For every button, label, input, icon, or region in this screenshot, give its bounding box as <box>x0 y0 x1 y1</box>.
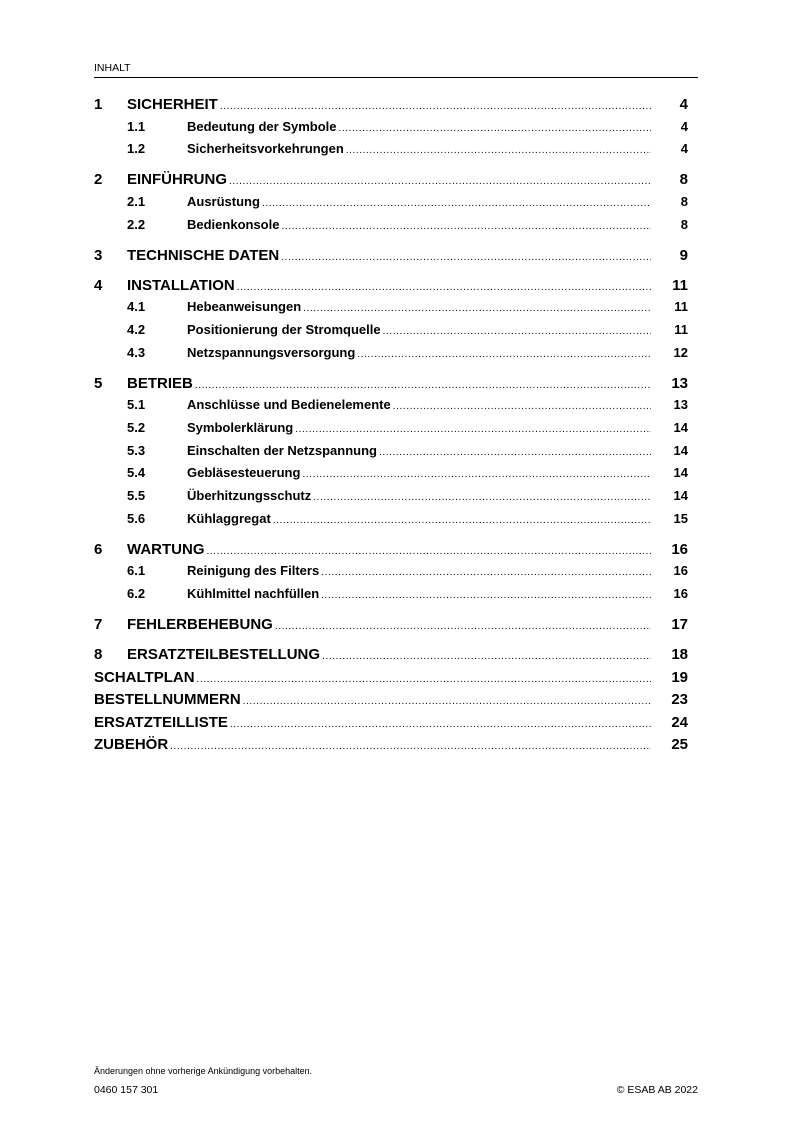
toc-entry-page: 4 <box>679 96 688 113</box>
toc-entry-page: 12 <box>673 344 688 360</box>
toc-entry-title: EINFÜHRUNG <box>127 171 227 189</box>
toc-entry-number: 6 <box>94 540 103 558</box>
toc-entry-page: 15 <box>673 510 688 526</box>
toc-entry[interactable] <box>94 420 688 443</box>
toc-entry-number: 2.2 <box>127 216 146 232</box>
toc-entry-title: Kühlmittel nachfüllen <box>187 586 320 602</box>
toc-entry[interactable] <box>94 345 688 368</box>
toc-entry-page: 24 <box>671 713 688 731</box>
toc-dot-leader <box>273 515 651 526</box>
toc-entry-title: Überhitzungsschutz <box>187 488 312 504</box>
toc-entry-page: 13 <box>673 397 688 413</box>
toc-entry-page: 11 <box>674 299 688 315</box>
toc-entry-number: 2 <box>94 171 103 189</box>
toc-dot-leader <box>207 546 652 557</box>
toc-dot-leader <box>230 719 651 730</box>
toc-dot-leader <box>281 252 651 263</box>
toc-entry-number: 1.1 <box>127 118 146 134</box>
toc-entry-number: 5.6 <box>127 510 146 526</box>
page-footer <box>94 1084 698 1096</box>
toc-entry-title: Anschlüsse und Bedienelemente <box>187 397 391 413</box>
toc-dot-leader <box>295 424 651 435</box>
toc-dot-leader <box>275 621 651 632</box>
toc-entry-title: TECHNISCHE DATEN <box>127 246 280 264</box>
toc-entry[interactable] <box>94 322 688 345</box>
toc-entry-page: 4 <box>680 141 688 157</box>
toc-dot-leader <box>170 741 651 752</box>
toc-entry-title: Bedeutung der Symbole <box>187 118 337 134</box>
toc-entry-number: 4.3 <box>127 344 146 360</box>
toc-entry-title: Sicherheitsvorkehrungen <box>187 141 344 157</box>
toc-entry-title: Symbolerklärung <box>187 420 294 435</box>
toc-entry-page: 4 <box>680 118 688 134</box>
toc-entry-page: 16 <box>671 540 688 558</box>
toc-dot-leader <box>303 303 651 314</box>
toc-entry[interactable] <box>94 669 688 692</box>
toc-dot-leader <box>393 401 651 412</box>
toc-dot-leader <box>302 469 651 480</box>
toc-dot-leader <box>197 674 651 685</box>
toc-entry-page: 11 <box>672 276 688 294</box>
toc-entry-title: Netzspannungsversorgung <box>187 344 356 360</box>
toc-entry-page: 8 <box>680 193 688 209</box>
toc-entry-number: 6.2 <box>127 586 146 602</box>
toc-dot-leader <box>346 145 651 156</box>
toc-entry-title: SCHALTPLAN <box>94 668 195 686</box>
toc-entry-number: 5.1 <box>127 397 146 413</box>
toc-entry-number: 5.3 <box>127 442 146 458</box>
toc-entry[interactable] <box>94 736 688 759</box>
toc-entry-page: 18 <box>671 646 688 664</box>
toc-entry-title: Positionierung der Stromquelle <box>187 321 381 337</box>
toc-entry-number: 5 <box>94 374 103 392</box>
toc-entry[interactable] <box>94 541 688 564</box>
toc-entry[interactable] <box>94 397 688 420</box>
toc-dot-leader <box>383 326 651 337</box>
document-number: 0460 157 301 <box>94 1084 159 1096</box>
toc-entry-number: 4.2 <box>127 321 146 337</box>
toc-entry[interactable] <box>94 119 688 142</box>
toc-entry[interactable] <box>94 691 688 714</box>
toc-entry[interactable] <box>94 465 688 488</box>
toc-entry-page: 14 <box>673 420 688 435</box>
toc-entry-number: 3 <box>94 246 103 264</box>
toc-entry-title: BESTELLNUMMERN <box>94 691 241 709</box>
toc-entry-number: 2.1 <box>127 193 146 209</box>
toc-dot-leader <box>262 198 651 209</box>
toc-entry-title: Ausrüstung <box>187 193 260 209</box>
toc-entry-page: 8 <box>680 216 688 232</box>
page-header-title: INHALT <box>94 62 698 78</box>
copyright-notice: © ESAB AB 2022 <box>616 1084 698 1096</box>
toc-dot-leader <box>237 282 651 293</box>
toc-dot-leader <box>281 221 651 232</box>
toc-entry[interactable] <box>94 247 688 270</box>
toc-entry-number: 6.1 <box>127 563 146 579</box>
toc-dot-leader <box>357 349 651 360</box>
toc-entry-number: 7 <box>94 616 103 634</box>
toc-entry-page: 16 <box>673 586 688 602</box>
toc-entry-number: 5.5 <box>127 488 146 504</box>
toc-dot-leader <box>379 447 651 458</box>
toc-entry-title: Gebläsesteuerung <box>187 465 301 481</box>
toc-entry[interactable] <box>94 299 688 322</box>
toc-dot-leader <box>322 651 651 662</box>
toc-entry-number: 8 <box>94 646 103 664</box>
toc-dot-leader <box>321 590 651 601</box>
toc-dot-leader <box>243 696 651 707</box>
toc-entry-number: 5.2 <box>127 420 146 435</box>
toc-entry-page: 25 <box>671 736 688 754</box>
toc-entry-number: 1 <box>94 96 103 113</box>
toc-entry-title: SICHERHEIT <box>127 96 218 113</box>
toc-entry[interactable] <box>94 563 688 586</box>
toc-entry-page: 16 <box>673 563 688 579</box>
toc-entry[interactable] <box>94 141 688 164</box>
toc-entry-page: 11 <box>674 321 688 337</box>
toc-entry-title: Einschalten der Netzspannung <box>187 442 377 458</box>
toc-entry[interactable] <box>94 646 688 669</box>
toc-entry[interactable] <box>94 171 688 194</box>
table-of-contents <box>94 96 688 759</box>
toc-entry-title: INSTALLATION <box>127 276 235 294</box>
toc-entry-number: 4.1 <box>127 299 146 315</box>
toc-entry-title: BETRIEB <box>127 374 193 392</box>
toc-entry-page: 19 <box>671 668 688 686</box>
toc-dot-leader <box>339 123 651 134</box>
toc-entry-title: ERSATZTEILBESTELLUNG <box>127 646 321 664</box>
toc-entry-page: 23 <box>671 691 688 709</box>
toc-entry-page: 14 <box>673 488 688 504</box>
toc-entry-page: 17 <box>671 616 688 634</box>
toc-entry-title: FEHLERBEHEBUNG <box>127 616 273 634</box>
toc-entry[interactable] <box>94 217 688 240</box>
toc-entry-page: 13 <box>671 374 688 392</box>
toc-dot-leader <box>195 380 651 391</box>
toc-entry-number: 5.4 <box>127 465 146 481</box>
toc-entry-number: 4 <box>94 276 103 294</box>
toc-entry[interactable] <box>94 616 688 639</box>
toc-entry[interactable] <box>94 511 688 534</box>
toc-entry[interactable] <box>94 586 688 609</box>
toc-dot-leader <box>220 101 651 112</box>
toc-entry-title: WARTUNG <box>127 540 205 558</box>
toc-dot-leader <box>313 492 651 503</box>
toc-entry-title: Kühlaggregat <box>187 510 271 526</box>
toc-entry[interactable] <box>94 443 688 466</box>
toc-entry[interactable] <box>94 277 688 300</box>
toc-entry-title: Hebeanweisungen <box>187 299 302 315</box>
toc-entry-number: 1.2 <box>127 141 146 157</box>
toc-entry[interactable] <box>94 714 688 737</box>
toc-entry-title: ZUBEHÖR <box>94 736 169 754</box>
toc-entry-page: 8 <box>679 171 688 189</box>
footer-disclaimer: Änderungen ohne vorherige Ankündigung vorbehalten. <box>94 1066 313 1076</box>
toc-dot-leader <box>321 567 651 578</box>
toc-dot-leader <box>229 176 651 187</box>
toc-entry-title: ERSATZTEILLISTE <box>94 713 228 731</box>
toc-entry-page: 14 <box>673 465 688 481</box>
toc-entry[interactable] <box>94 375 688 398</box>
toc-entry-page: 9 <box>679 246 688 264</box>
toc-entry-title: Bedienkonsole <box>187 216 280 232</box>
toc-entry-title: Reinigung des Filters <box>187 563 320 579</box>
toc-entry[interactable] <box>94 96 688 119</box>
toc-entry[interactable] <box>94 194 688 217</box>
toc-entry-page: 14 <box>673 442 688 458</box>
toc-entry[interactable] <box>94 488 688 511</box>
